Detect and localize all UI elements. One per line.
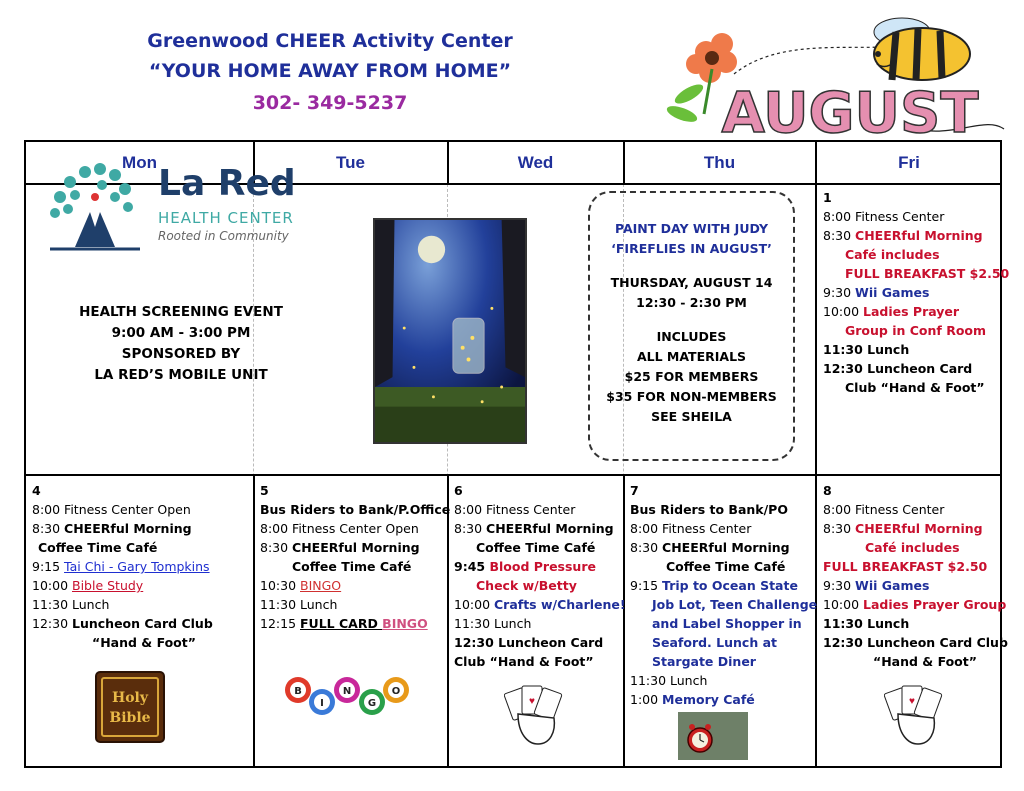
event-name: Blood Pressure [489,559,596,574]
event-name: and Label Shopper in [652,616,802,631]
time-label: 10:00 [823,304,863,319]
svg-text:Bible: Bible [109,710,151,726]
svg-text:Holy: Holy [111,690,149,706]
event-name: Ladies Prayer Group [863,597,1007,612]
day-cell-thu-7 [630,481,816,709]
time-label: 8:30 [32,521,65,536]
event-name: Check w/Betty [476,578,577,593]
health-screening-event [26,302,336,386]
event-name: Café includes [845,247,940,262]
event-sponsor-label: SPONSORED BY [121,346,241,362]
event-name: Ladies Prayer [863,304,960,319]
date-number: 1 [823,190,832,205]
event-name: Café includes [865,540,960,555]
time-label: 9:45 [454,559,490,574]
paint-day-detail: ALL MATERIALS [636,349,747,364]
center-name: Greenwood CHEER Activity Center [147,30,513,52]
holy-bible-icon [94,670,166,744]
tai-chi-link[interactable]: Tai Chi - Gary Tompkins [64,559,210,574]
event-name: Coffee Time Café [292,559,412,574]
day-cell-fri-1 [823,188,1010,397]
schedule-line: 12:30 Luncheon Card Club [823,635,1008,650]
event-name: CHEERful Morning [855,521,983,536]
day-cell-fri-8 [823,481,1008,671]
event-name: CHEERful Morning [292,540,420,555]
paint-day-subtitle: ‘FIREFLIES IN AUGUST’ [611,241,772,256]
event-name: Wii Games [855,285,930,300]
day-header-thu: Thu [703,153,736,172]
time-label: 8:30 [260,540,293,555]
schedule-line: 11:30 Lunch [823,342,910,357]
day-cell-wed-6 [454,481,624,671]
fireflies-painting [373,218,527,444]
time-label: 8:30 [454,521,487,536]
paint-day-announcement [588,191,795,461]
schedule-line: 11:30 Lunch [260,597,338,612]
calendar-grid [24,140,1010,768]
event-name: Wii Games [855,578,930,593]
event-name: Luncheon Card Club [72,616,213,631]
event-name: Coffee Time Café [38,540,158,555]
event-title: HEALTH SCREENING EVENT [79,304,283,320]
time-label: 10:00 [454,597,494,612]
paint-day-date: THURSDAY, AUGUST 14 [610,275,773,290]
event-name: CHEERful Morning [486,521,614,536]
event-name: Job Lot, Teen Challenge [652,597,818,612]
bingo-link[interactable]: BINGO [382,616,428,631]
svg-text:♥: ♥ [909,696,915,707]
date-number: 8 [823,483,832,498]
paint-day-price-members: $25 FOR MEMBERS [624,369,759,384]
svg-text:♥: ♥ [529,696,535,707]
time-label: 8:30 [823,521,856,536]
svg-text:N: N [342,686,352,697]
time-label: 12:15 [260,616,300,631]
bingo-balls-icon [284,674,412,720]
la-red-name: La Red [158,163,296,204]
event-name: Coffee Time Café [476,540,596,555]
event-name: “Hand & Foot” [92,635,196,650]
date-number: 6 [454,483,463,498]
day-header-fri: Fri [898,153,920,172]
august-bee-logo [664,14,1014,144]
time-label: 10:00 [823,597,863,612]
la-red-logo [40,157,330,267]
svg-text:B: B [294,686,302,697]
day-header-wed: Wed [517,153,554,172]
event-name: Coffee Time Café [666,559,786,574]
event-name: Group in Conf Room [845,323,987,338]
time-label: 10:30 [260,578,300,593]
schedule-line: 8:00 Fitness Center [823,502,945,517]
bee-icon [874,18,970,80]
event-name: FULL BREAKFAST $2.50 [845,266,1010,281]
phone-number: 302- 349-5237 [252,92,408,114]
la-red-tagline: Rooted in Community [158,229,289,243]
full-card-bingo-link[interactable]: FULL CARD [300,616,383,631]
time-label: 9:15 [32,559,65,574]
paint-day-detail: INCLUDES [656,329,727,344]
date-number: 4 [32,483,41,498]
playing-cards-icon [504,684,566,748]
event-name: CHEERful Morning [855,228,983,243]
event-sponsor: LA RED’S MOBILE UNIT [94,367,268,383]
event-name: Bus Riders to Bank/P.Office [260,502,451,517]
divider [253,475,255,766]
svg-text:I: I [320,698,324,709]
schedule-line: 12:30 Luncheon Card [454,635,604,650]
la-red-subtitle: HEALTH CENTER [158,209,294,227]
schedule-line: 8:00 Fitness Center Open [32,502,191,517]
event-name: FULL BREAKFAST $2.50 [823,559,988,574]
svg-text:G: G [367,698,377,709]
svg-text:O: O [391,686,401,697]
bible-study-link[interactable]: Bible Study [72,578,144,593]
day-header-mon: Mon [122,153,157,172]
schedule-line: “Hand & Foot” [873,654,977,669]
time-label: 9:15 [630,578,663,593]
playing-cards-icon [884,684,946,748]
time-label: 8:30 [630,540,663,555]
event-name: Trip to Ocean State [662,578,798,593]
memory-cafe-clock-image [678,712,748,760]
day-header-tue: Tue [336,153,365,172]
paint-day-contact: SEE SHEILA [651,409,732,424]
event-name: Stargate Diner [652,654,756,669]
schedule-line: 11:30 Lunch [823,616,910,631]
divider [26,474,1000,476]
date-number: 5 [260,483,269,498]
time-label: 10:00 [32,578,72,593]
event-name: Crafts w/Charlene! [494,597,626,612]
time-label: 12:30 [32,616,72,631]
schedule-line: Club “Hand & Foot” [845,380,985,395]
schedule-line: 11:30 Lunch [32,597,110,612]
august-wordmark: AUGUST [721,81,979,144]
time-label: 9:30 [823,285,856,300]
schedule-line: Club “Hand & Foot” [454,654,594,669]
schedule-line: 12:30 Luncheon Card [823,361,973,376]
schedule-line: 8:00 Fitness Center Open [260,521,419,536]
center-slogan: “YOUR HOME AWAY FROM HOME” [148,60,512,82]
schedule-line: 11:30 Lunch [630,673,708,688]
day-cell-tue-5 [260,481,450,633]
event-name: CHEERful Morning [662,540,790,555]
event-name: Bus Riders to Bank/PO [630,502,788,517]
paint-day-price-nonmembers: $35 FOR NON-MEMBERS [606,389,777,404]
bingo-link[interactable]: BINGO [300,578,342,593]
date-number: 7 [630,483,639,498]
schedule-line: 11:30 Lunch [454,616,532,631]
schedule-line: 8:00 Fitness Center [823,209,945,224]
event-name: Memory Café [662,692,755,707]
day-cell-mon-4 [32,481,252,652]
paint-day-title: PAINT DAY WITH JUDY [614,221,769,236]
schedule-line: 8:00 Fitness Center [630,521,752,536]
event-time: 9:00 AM - 3:00 PM [111,325,251,341]
time-label: 9:30 [823,578,856,593]
event-name: Seaford. Lunch at [652,635,777,650]
time-label: 1:00 [630,692,663,707]
paint-day-time: 12:30 - 2:30 PM [636,295,747,310]
event-name: CHEERful Morning [64,521,192,536]
time-label: 8:30 [823,228,856,243]
schedule-line: 8:00 Fitness Center [454,502,576,517]
tree-hands-icon [40,157,150,257]
